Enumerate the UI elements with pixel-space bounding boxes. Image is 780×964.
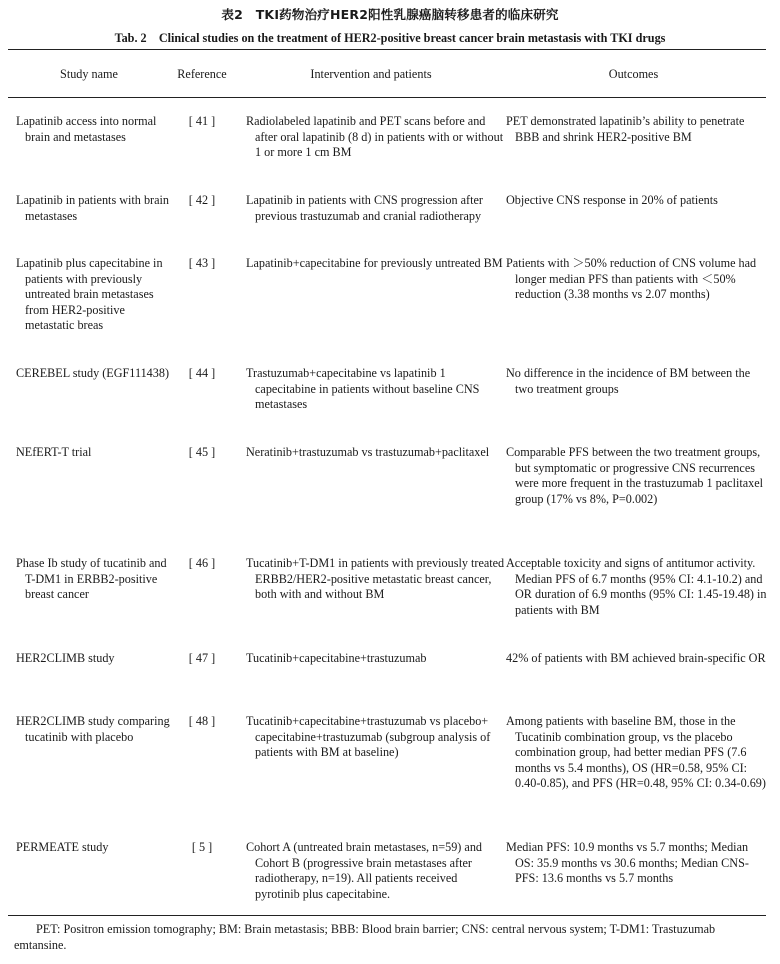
outcomes-cell: Objective CNS response in 20% of patients: [506, 193, 718, 207]
reference-cell[interactable]: [ 45 ]: [188, 445, 216, 459]
intervention-cell: Lapatinib+capecitabine for previously untreated BM: [246, 256, 503, 270]
study-name-cell: HER2CLIMB study comparing tucatinib with placebo: [16, 714, 170, 744]
intervention-cell: Lapatinib in patients with CNS progression after previous trastuzumab and cranial radiotherapy: [246, 193, 483, 223]
reference-cell[interactable]: [ 48 ]: [188, 714, 216, 728]
reference-cell[interactable]: [ 42 ]: [188, 193, 216, 207]
outcomes-cell: Comparable PFS between the two treatment groups, but symptomatic or progressive CNS recurrences were more frequent in the trastuzumab 1 paclitaxel group (17% vs 8%, P=0.002): [506, 445, 764, 506]
intervention-cell: Tucatinib+T-DM1 in patients with previously treated ERBB2/HER2-positive metastatic breast cancer, both with and without BM: [246, 556, 505, 602]
study-name-cell: PERMEATE study: [16, 840, 109, 854]
study-name-cell: HER2CLIMB study: [16, 651, 115, 665]
reference-cell[interactable]: [ 44 ]: [188, 366, 216, 380]
intervention-cell: Trastuzumab+capecitabine vs lapatinib 1 capecitabine in patients without baseline CNS metastases: [246, 366, 480, 412]
outcomes-cell: PET demonstrated lapatinib’s ability to penetrate BBB and shrink HER2-positive BM: [506, 114, 745, 144]
intervention-cell: Neratinib+trastuzumab vs trastuzumab+paclitaxel: [246, 445, 490, 459]
table-title-chinese: 表2 TKI药物治疗HER2阳性乳腺癌脑转移患者的临床研究: [221, 7, 559, 22]
reference-cell[interactable]: [ 41 ]: [188, 114, 216, 128]
header-reference: Reference: [177, 67, 227, 81]
outcomes-cell: Patients with ＞50% reduction of CNS volume had longer median PFS than patients with ＜50% reduction (3.38 months vs 2.07 months): [506, 256, 757, 302]
outcomes-cell: Median PFS: 10.9 months vs 5.7 months; Median OS: 35.9 months vs 30.6 months; Median CNS-PFS: 13.6 months vs 5.7 months: [506, 840, 749, 886]
bottom-rule: [8, 915, 766, 916]
study-name-cell: NEfERT-T trial: [16, 445, 92, 459]
intervention-cell: Tucatinib+capecitabine+trastuzumab: [246, 651, 427, 665]
study-name-cell: Lapatinib access into normal brain and metastases: [16, 114, 157, 144]
header-intervention: Intervention and patients: [310, 67, 432, 81]
study-name-cell: Lapatinib in patients with brain metastases: [16, 193, 169, 223]
study-name-cell: Phase Ib study of tucatinib and T-DM1 in ERBB2-positive breast cancer: [16, 556, 167, 602]
study-name-cell: CEREBEL study (EGF111438): [16, 366, 170, 380]
reference-cell[interactable]: [ 46 ]: [188, 556, 216, 570]
outcomes-cell: Among patients with baseline BM, those in the Tucatinib combination group, vs the placebo combination group, had better median PFS (7.6 months vs 5.4 months), OS (HR=0.58, 95% CI: 0.40-0.85), and PFS (HR=0.48, 95% CI: 0.34-0.69): [506, 714, 766, 791]
reference-cell[interactable]: [ 47 ]: [188, 651, 216, 665]
intervention-cell: Cohort A (untreated brain metastases, n=59) and Cohort B (progressive brain metastases after radiotherapy, n=19). All patients received pyrotinib plus capecitabine.: [246, 840, 483, 901]
intervention-cell: Tucatinib+capecitabine+trastuzumab vs placebo+ capecitabine+trastuzumab (subgroup analysis of patients with BM at baseline): [246, 714, 491, 760]
intervention-cell: Radiolabeled lapatinib and PET scans before and after oral lapatinib (8 d) in patients with or without 1 or more 1 cm BM: [246, 114, 504, 160]
outcomes-cell: 42% of patients with BM achieved brain-specific OR: [506, 651, 766, 665]
study-name-cell: Lapatinib plus capecitabine in patients with previously untreated brain metastases from HER2-positive metastatic breas: [16, 256, 163, 333]
table-footnote: PET: Positron emission tomography; BM: Brain metastasis; BBB: Blood brain barrier; CNS: central nervous system; T-DM1: Trastuzumab emtansine.: [14, 922, 716, 952]
reference-cell[interactable]: [ 43 ]: [188, 256, 216, 270]
top-rule: [8, 49, 766, 50]
reference-cell[interactable]: [ 5 ]: [191, 840, 213, 854]
outcomes-cell: Acceptable toxicity and signs of antitumor activity. Median PFS of 6.7 months (95% CI: 4.1-10.2) and OR duration of 6.9 months (95% CI: 1.45-19.48) in patients with BM: [506, 556, 767, 617]
outcomes-cell: No difference in the incidence of BM between the two treatment groups: [506, 366, 751, 396]
header-rule: [8, 97, 766, 98]
header-study-name: Study name: [60, 67, 118, 81]
table-title-english: Tab. 2 Clinical studies on the treatment of HER2-positive breast cancer brain metastasis with TKI drugs: [114, 31, 666, 45]
header-outcomes: Outcomes: [608, 67, 659, 81]
